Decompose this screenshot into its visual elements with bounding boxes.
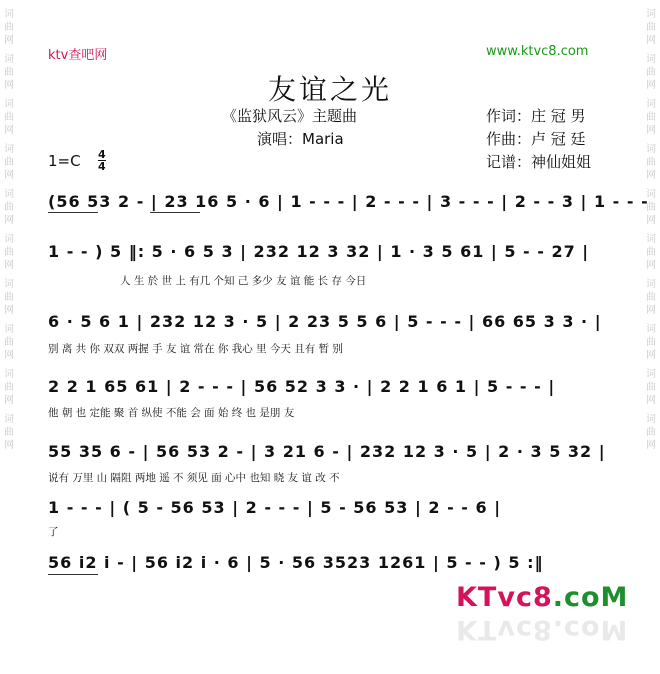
beam-line	[150, 212, 200, 213]
site-url-right[interactable]: www.ktvc8.com	[486, 44, 589, 59]
key-signature: 1=C	[48, 152, 81, 170]
beam-line	[48, 212, 98, 213]
logo-reflection: KTvc8.coM	[456, 614, 629, 645]
score-line-3: 6 · 5 6 1 | 232 12 3 · 5 | 2 23 5 5 6 | 5 - - - | 66 65 3 3 · |	[48, 312, 602, 331]
song-subtitle: 《监狱风云》主题曲	[222, 107, 358, 125]
score-line-5: 55 35 6 - | 56 53 2 - | 3 21 6 - | 232 12 3 · 5 | 2 · 3 5 32 |	[48, 442, 606, 461]
lyrics-line-4: 他 朝 也 定能 聚 首 纵使 不能 会 面 始 终 也 是朋 友	[48, 407, 295, 419]
beam-line	[48, 574, 98, 575]
lyrics-line-6: 了	[48, 526, 59, 538]
score-line-6: 1 - - - | ( 5 - 56 53 | 2 - - - | 5 - 56 53 | 2 - - 6 |	[48, 498, 502, 517]
score-line-1: (56 53 2 - | 23 16 5 · 6 | 1 - - - | 2 - - - | 3 - - - | 2 - - 3 | 1 - - -	[48, 192, 649, 211]
singer: 演唱：Maria	[257, 130, 344, 148]
time-signature: 4 4	[98, 148, 106, 173]
lyricist: 作词：庄 冠 男	[486, 107, 586, 125]
lyrics-line-2: 人 生 於 世 上 有几 个知 己 多少 友 谊 能 长 存 今日	[120, 275, 367, 287]
transcriber: 记谱：神仙姐姐	[486, 153, 592, 171]
lyrics-line-5: 说有 万里 山 隔阻 两地 遥 不 须见 面 心中 也知 晓 友 谊 改 不	[48, 472, 340, 484]
song-title: 友谊之光	[267, 73, 392, 106]
lyrics-line-3: 别 离 共 你 双双 两握 手 友 谊 常在 你 我心 里 今天 且有 暂 别	[48, 343, 343, 355]
composer: 作曲：卢 冠 廷	[486, 130, 586, 148]
watermark-left: 词曲网 词曲网 词曲网 词曲网 词曲网 词曲网 词曲网 词曲网 词曲网 词曲网	[4, 9, 14, 451]
watermark-right: 词曲网 词曲网 词曲网 词曲网 词曲网 词曲网 词曲网 词曲网 词曲网 词曲网	[646, 9, 656, 451]
site-name-left[interactable]: ktv查吧网	[48, 48, 108, 63]
score-line-2: 1 - - ) 5 ‖: 5 · 6 5 3 | 232 12 3 32 | 1 · 3 5 61 | 5 - - 27 |	[48, 242, 590, 261]
score-line-7: 56 i2 i - | 56 i2 i · 6 | 5 · 56 3523 1261 | 5 - - ) 5 :‖	[48, 553, 544, 572]
score-line-4: 2 2 1 65 61 | 2 - - - | 56 52 3 3 · | 2 2 1 6 1 | 5 - - - |	[48, 377, 556, 396]
ktvc8-logo[interactable]: KTvc8.coM	[456, 582, 629, 613]
